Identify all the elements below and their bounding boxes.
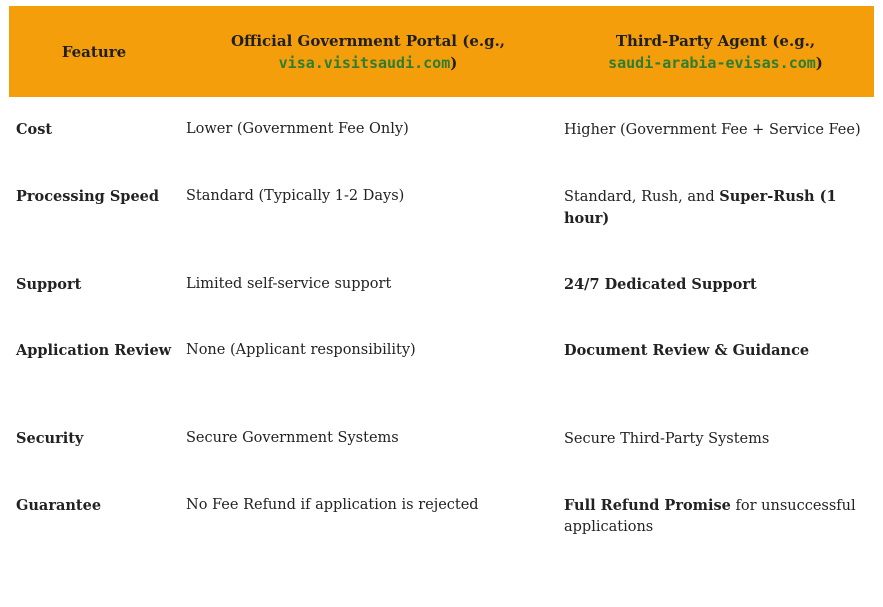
official-cell: Secure Government Systems	[186, 430, 399, 446]
table-row	[9, 318, 874, 406]
feature-cell: Support	[16, 276, 82, 293]
agent-cell	[557, 252, 874, 318]
feature-cell: Guarantee	[16, 497, 102, 514]
feature-cell: Processing Speed	[16, 188, 160, 205]
header-feature: Feature	[61, 42, 127, 61]
comparison-table-container	[9, 6, 874, 553]
table-row	[9, 252, 874, 318]
agent-cell-text: Standard, Rush, and	[564, 189, 720, 205]
table-row	[9, 406, 874, 473]
header-agent-label: Third-Party Agent (e.g.,	[615, 31, 816, 50]
table-row	[9, 97, 874, 164]
header-official-label: Official Government Portal (e.g.,	[230, 31, 506, 50]
header-third-party-agent	[557, 6, 874, 97]
feature-cell: Security	[16, 430, 84, 447]
official-cell: No Fee Refund if application is rejected	[186, 497, 479, 513]
header-agent-suffix: )	[815, 53, 823, 72]
agent-cell	[557, 473, 874, 553]
agent-link[interactable]: saudi-arabia-evisas.com	[608, 53, 816, 72]
agent-cell-bold: 24/7 Dedicated Support	[564, 276, 757, 293]
official-cell: Limited self-service support	[186, 276, 392, 292]
agent-cell	[557, 164, 874, 252]
feature-cell: Application Review	[16, 342, 172, 359]
agent-cell	[557, 406, 874, 473]
comparison-table	[9, 6, 874, 553]
agent-cell-text: Secure Third-Party Systems	[564, 431, 770, 447]
table-row	[9, 473, 874, 553]
agent-cell-bold: Super-Rush (1 hour)	[564, 188, 837, 227]
agent-cell-bold: Full Refund Promise	[564, 497, 731, 514]
official-portal-link[interactable]: visa.visitsaudi.com	[278, 53, 451, 72]
feature-cell: Cost	[16, 121, 53, 138]
agent-cell-text: for unsuccessful applications	[564, 498, 856, 535]
agent-cell	[557, 97, 874, 164]
agent-cell-bold: Document Review & Guidance	[564, 342, 810, 359]
header-official-suffix: )	[450, 53, 458, 72]
official-cell: Lower (Government Fee Only)	[186, 121, 409, 137]
table-header-row	[9, 6, 874, 97]
official-cell: Standard (Typically 1-2 Days)	[186, 188, 405, 204]
agent-cell-text: Higher (Government Fee + Service Fee)	[564, 122, 861, 138]
agent-cell	[557, 318, 874, 406]
header-official-portal	[179, 6, 557, 97]
table-row	[9, 164, 874, 252]
official-cell: None (Applicant responsibility)	[186, 342, 416, 358]
